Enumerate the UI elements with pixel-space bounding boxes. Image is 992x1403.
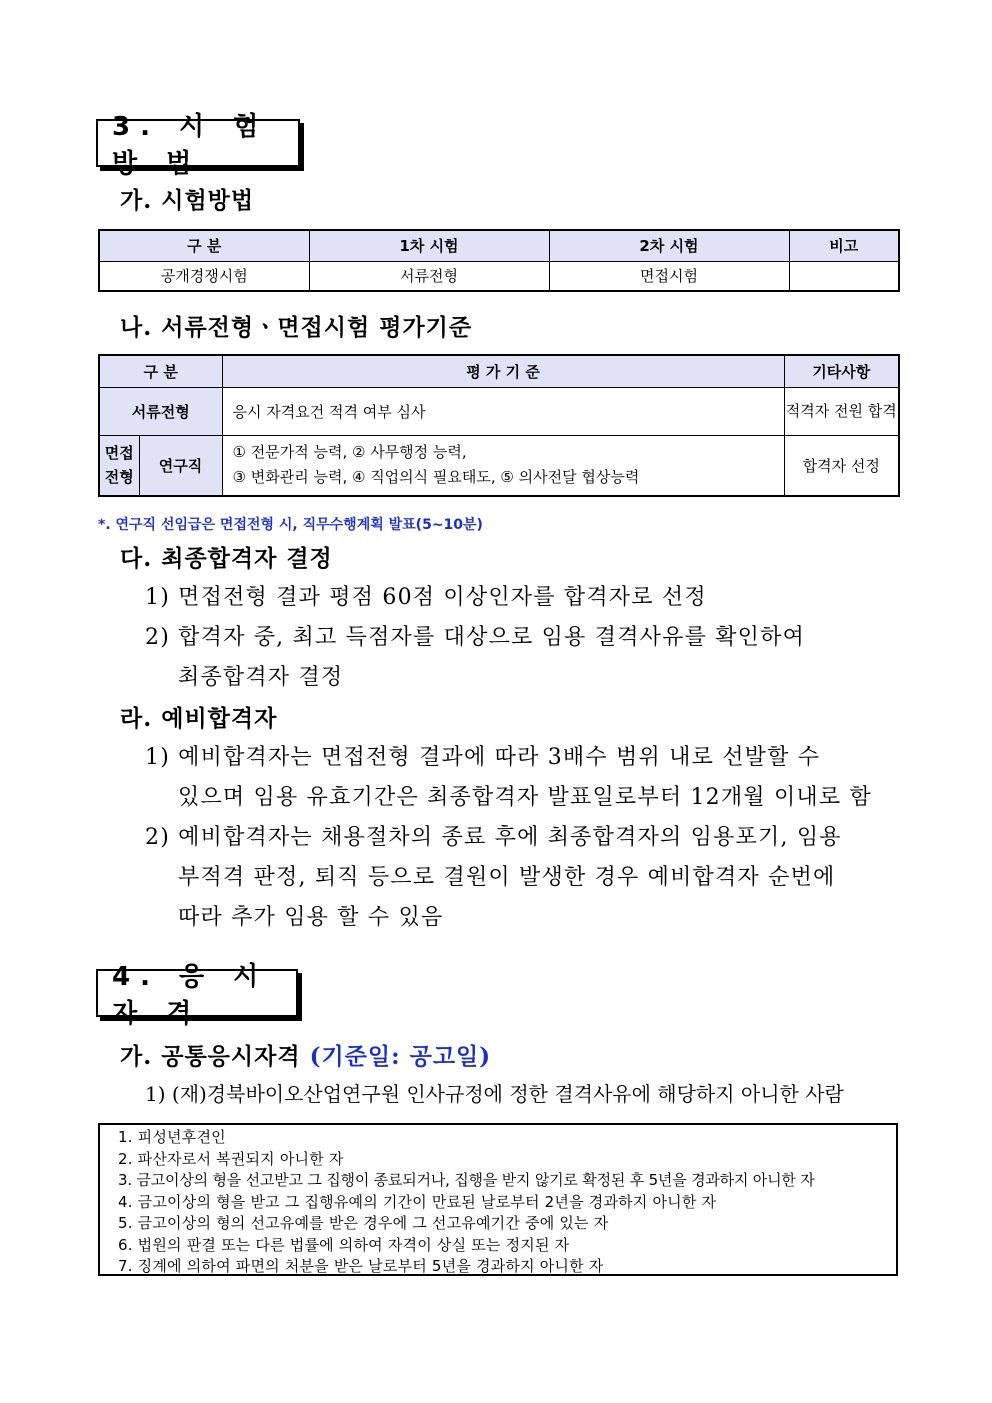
list-item: 3. 금고이상의 형을 선고받고 그 집행이 종료되거나, 집행을 받지 않기로 확정된 후 5년을 경과하지 아니한 자 [118,1171,815,1189]
table-header: 구 분 [99,355,222,387]
criteria-interview [222,435,784,496]
list-item: 7. 징계에 의하여 파면의 처분을 받은 날로부터 5년을 경과하지 아니한 자 [118,1257,604,1275]
list-item: 4. 금고이상의 형을 받고 그 집행유예의 기간이 만료된 날로부터 2년을 경과하지 아니한 자 [118,1192,717,1211]
table-header: 2차 시험 [549,230,789,261]
list-item-continuation: 따라 추가 임용 할 수 있음 [178,905,444,930]
etc-interview: 합격자 선정 [784,435,899,496]
criteria-document: 응시 자격요건 적격 여부 심사 [222,387,784,435]
subheading-common-qualifications [120,1038,491,1071]
section-4-title: 4. 응 시 자 격 [96,969,298,1017]
table-cell [789,261,899,291]
list-item: 2) 예비합격자는 채용절차의 종료 후에 최종합격자의 임용포기, 임용 [145,825,842,850]
note-presentation: *. 연구직 선임급은 면접전형 시, 직무수행계획 발표(5~10분) [98,517,483,533]
list-item: 1) (재)경북바이오산업연구원 인사규정에 정한 결격사유에 해당하지 아니한 사람 [145,1082,844,1106]
exam-method-table [98,229,900,292]
table-header: 1차 시험 [309,230,549,261]
disqualification-list-box [98,1123,898,1276]
list-item: 5. 금고이상의 형의 선고유예를 받은 경우에 그 선고유예기간 중에 있는 자 [118,1214,609,1232]
criteria-line: ③ 변화관리 능력, ④ 직업의식 필요태도, ⑤ 의사전달 협상능력 [232,468,640,487]
list-item-continuation: 부적격 판정, 퇴직 등으로 결원이 발생한 경우 예비합격자 순번에 [178,865,836,890]
subheading-final-decision: 다. 최종합격자 결정 [120,545,333,572]
row-label-document: 서류전형 [99,387,222,435]
list-item: 1) 예비합격자는 면접전형 결과에 따라 3배수 범위 내로 선발할 수 [145,745,821,770]
list-item: 1. 피성년후견인 [118,1128,226,1146]
subheading-exam-method: 가. 시험방법 [120,187,255,214]
etc-document: 적격자 전원 합격 [784,387,899,435]
table-cell: 서류전형 [309,261,549,291]
section-3-title: 3. 시 험 방 법 [96,119,300,167]
evaluation-criteria-table [98,354,900,497]
criteria-line: ① 전문가적 능력, ② 사무행정 능력, [232,443,467,462]
list-item-continuation: 최종합격자 결정 [178,665,344,690]
list-item: 6. 법원의 판결 또는 다른 법률에 의하여 자격이 상실 또는 정지된 자 [118,1235,570,1254]
table-cell: 공개경쟁시험 [99,261,309,291]
list-item-continuation: 있으며 임용 유효기간은 최종합격자 발표일로부터 12개월 이내로 함 [178,785,872,810]
table-header: 구 분 [99,230,309,261]
row-label-research: 연구직 [139,435,222,496]
subheading-text: 가. 공통응시자격 [120,1043,301,1070]
row-label-interview: 면접 전형 [99,435,139,496]
table-cell: 면접시험 [549,261,789,291]
subheading-evaluation-criteria: 나. 서류전형ㆍ면접시험 평가기준 [120,314,473,341]
table-header: 기타사항 [784,355,899,387]
reference-date-note: (기준일: 공고일) [309,1043,492,1070]
list-item: 2. 파산자로서 복권되지 아니한 자 [118,1149,344,1168]
list-item: 1) 면접전형 결과 평점 60점 이상인자를 합격자로 선정 [145,585,707,610]
list-item: 2) 합격자 중, 최고 득점자를 대상으로 임용 결격사유를 확인하여 [145,625,806,650]
table-header: 평 가 기 준 [222,355,784,387]
subheading-reserve: 라. 예비합격자 [120,705,278,732]
table-header: 비고 [789,230,899,261]
